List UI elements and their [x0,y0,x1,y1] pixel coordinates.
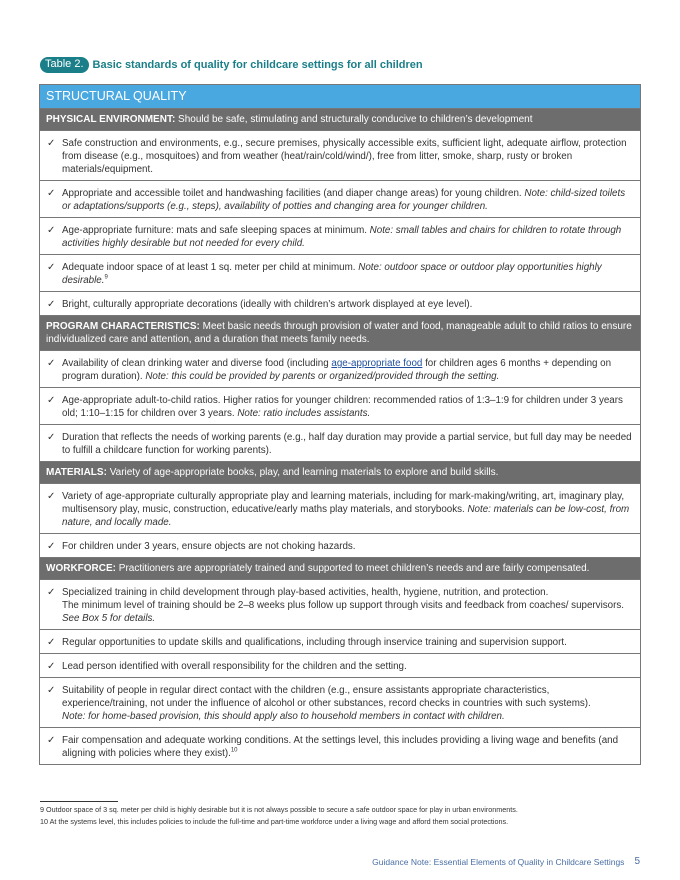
section-header [40,316,640,351]
checkmark-icon: ✓ [47,395,56,406]
standard-item [40,218,640,255]
standard-item [40,388,640,425]
footnote-9: 9 Outdoor space of 3 sq. meter per child is highly desirable but it is not always possible to secure a safe outdoor space for play in urban environments. [40,805,518,814]
section-title: WORKFORCE: [46,563,116,574]
standards-table [39,84,641,765]
section-header [40,462,640,484]
standard-item [40,484,640,534]
section-description: Should be safe, stimulating and structurally conducive to children’s development [175,114,533,125]
item-text: Bright, culturally appropriate decorations (ideally with children’s artwork displayed at eye level). [62,299,473,310]
section-title: MATERIALS: [46,467,107,478]
standard-item [40,425,640,462]
structural-quality-header: STRUCTURAL QUALITY [40,85,640,109]
checkmark-icon: ✓ [47,587,56,598]
item-note: Note: small tables and chairs for children to rotate through activities highly desirable but not needed for every child. [62,225,622,249]
item-note: See Box 5 for details. [62,613,156,624]
section-description: Variety of age-appropriate books, play, and learning materials to explore and build skills. [106,467,499,478]
checkmark-icon: ✓ [47,735,56,746]
table-caption [40,57,423,73]
checkmark-icon: ✓ [47,138,56,149]
footnote-ref: 9 [104,274,108,281]
item-text: Suitability of people in regular direct contact with the children (e.g., ensure assistants appropriate characteristics, experience/training, not under the influence of alcohol or other substances, record checks in countries with such systems). [62,685,591,709]
checkmark-icon: ✓ [47,432,56,443]
item-text: Specialized training in child development through play-based activities, health, hygiene, nutrition, and protection. [62,587,549,598]
standard-item [40,255,640,292]
checkmark-icon: ✓ [47,541,56,552]
standard-item [40,654,640,678]
footer-title: Guidance Note: Essential Elements of Quality in Childcare Settings [372,856,625,867]
item-text: Appropriate and accessible toilet and handwashing facilities (and diaper change areas) for young children. [62,188,525,199]
item-text: For children under 3 years, ensure objects are not choking hazards. [62,541,356,552]
table-number-badge: Table 2. [40,57,89,73]
item-text: Age-appropriate adult-to-child ratios. Higher ratios for younger children: recommended ratios of 1:3–1:9 for children under 3 years old; 1:10–1:15 for children over 3 years. [62,395,623,419]
checkmark-icon: ✓ [47,685,56,696]
page-number: 5 [634,856,640,867]
footnote-ref: 10 [230,747,238,754]
standard-item [40,351,640,388]
section-title: PHYSICAL ENVIRONMENT: [46,114,176,125]
checkmark-icon: ✓ [47,225,56,236]
item-text: Availability of clean drinking water and diverse food (including [62,358,332,369]
table-title: Basic standards of quality for childcare settings for all children [92,59,423,71]
section-header [40,558,640,580]
item-note: Note: materials can be low-cost, from nature, and locally made. [62,504,630,528]
item-note: Note: outdoor space or outdoor play opportunities highly desirable. [62,262,602,286]
standard-item [40,678,640,728]
checkmark-icon: ✓ [47,358,56,369]
section-title: PROGRAM CHARACTERISTICS: [46,321,200,332]
item-text: Regular opportunities to update skills and qualifications, including through inservice training and supervision support. [62,637,567,648]
footnote-rule [40,801,118,802]
age-appropriate-food-link[interactable]: age-appropriate food [331,358,423,369]
section-description: Meet basic needs through provision of water and food, manageable adult to child ratios to ensure individualized care and attention, and a duration that meets family needs. [46,321,632,345]
item-note: Note: ratio includes assistants. [237,408,371,419]
item-text: Duration that reflects the needs of working parents (e.g., half day duration may provide a partial service, but full day may be needed to fulfill a childcare function for working parents). [62,432,632,456]
item-text: Lead person identified with overall responsibility for the children and the setting. [62,661,407,672]
footnote-10: 10 At the systems level, this includes policies to include the full-time and part-time workforce under a living wage and afford them social protections. [40,817,509,826]
item-note: Note: for home-based provision, this should apply also to household members in contact with children. [62,711,505,722]
standard-item [40,728,640,765]
standard-item [40,630,640,654]
checkmark-icon: ✓ [47,661,56,672]
page-footer [372,856,640,867]
item-text: The minimum level of training should be 2–8 weeks plus follow up support through visits and feedback from coaches/ supervisors. [62,600,624,611]
checkmark-icon: ✓ [47,262,56,273]
item-text: Age-appropriate furniture: mats and safe sleeping spaces at minimum. [62,225,370,236]
item-text: Safe construction and environments, e.g., secure premises, physically accessible exits, sufficient light, adequate airflow, protection from disease (e.g., mosquitoes) and from weather (heat/rain/cold/wind/), free from litter, smoke, sharp, rusty or broken materials/equipment. [62,138,627,175]
item-text: Fair compensation and adequate working conditions. At the settings level, this includes providing a living wage and benefits (and aligning with policies where they exist). [62,735,619,759]
standard-item [40,181,640,218]
checkmark-icon: ✓ [47,299,56,310]
checkmark-icon: ✓ [47,637,56,648]
item-text: for children ages 6 months + depending on program duration). [62,358,612,382]
standard-item [40,131,640,181]
item-text: Variety of age-appropriate culturally appropriate play and learning materials, including for mark-making/writing, art, imaginary play, multisensory play, music, construction, educative/early maths play materials, and storybooks. [62,491,625,515]
standard-item [40,534,640,558]
item-note: Note: this could be provided by parents or organized/provided through the setting. [145,371,500,382]
standard-item [40,292,640,316]
standard-item [40,580,640,630]
section-header [40,109,640,131]
checkmark-icon: ✓ [47,188,56,199]
section-description: Practitioners are appropriately trained and supported to meet children’s needs and are fairly compensated. [116,563,590,574]
checkmark-icon: ✓ [47,491,56,502]
item-note: Note: child-sized toilets or adaptations/supports (e.g., steps), availability of potties and changing area for younger children. [62,188,626,212]
item-text: Adequate indoor space of at least 1 sq. meter per child at minimum. [62,262,359,273]
